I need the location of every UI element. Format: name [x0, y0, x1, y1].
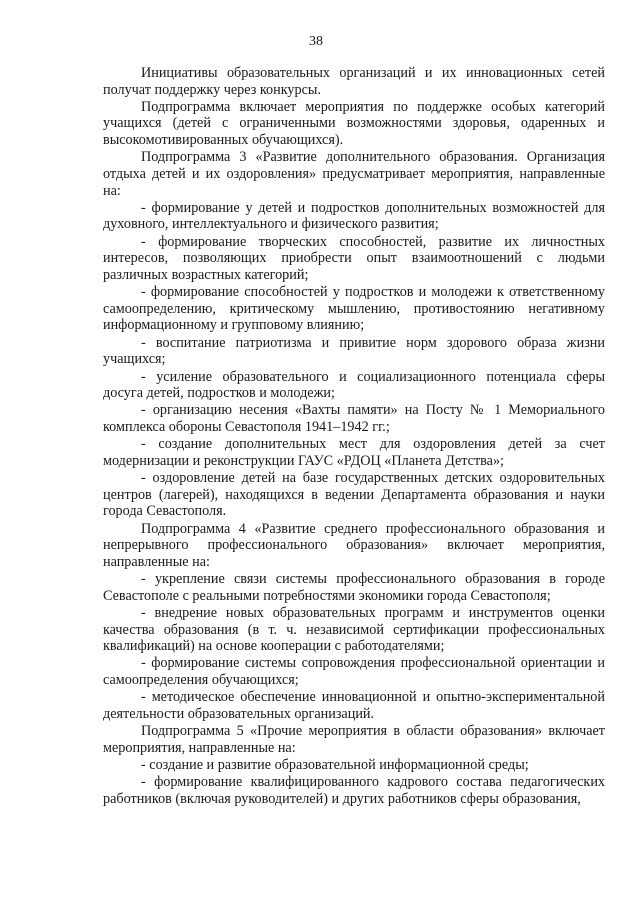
list-item: - формирование квалифицированного кадрового состава педагогических работников (включая руководителей) и других работников сферы образования,: [103, 774, 605, 807]
list-item: - методическое обеспечение инновационной и опытно-экспериментальной деятельности образовательных организаций.: [103, 689, 605, 722]
paragraph: Подпрограмма включает мероприятия по поддержке особых категорий учащихся (детей с ограниченными возможностями здоровья, одаренных и высокомотивированных обучающихся).: [103, 98, 605, 149]
paragraph: Подпрограмма 4 «Развитие среднего профессионального образования и непрерывного профессионального образования» включает мероприятия, направленные на:: [103, 520, 605, 570]
list-item: - укрепление связи системы профессионального образования в городе Севастополе с реальными потребностями экономики города Севастополя;: [103, 571, 605, 604]
list-item: - оздоровление детей на базе государственных детских оздоровительных центров (лагерей), находящихся в ведении Департамента образования и науки города Севастополя.: [103, 470, 605, 520]
list-item: - создание и развитие образовательной информационной среды;: [141, 757, 529, 774]
list-item: - формирование творческих способностей, развитие их личностных интересов, позволяющих приобрести опыт взаимоотношений с людьми различных возрастных категорий;: [103, 233, 605, 283]
list-item: - создание дополнительных мест для оздоровления детей за счет модернизации и реконструкции ГАУС «РДОЦ «Планета Детства»;: [103, 436, 605, 469]
list-item: - воспитание патриотизма и привитие норм здорового образа жизни учащихся;: [103, 334, 605, 368]
list-item: - организацию несения «Вахты памяти» на Посту № 1 Мемориального комплекса обороны Севастополя 1941–1942 гг.;: [103, 402, 605, 435]
list-item: - внедрение новых образовательных программ и инструментов оценки качества образования (в т. ч. независимой сертификации профессиональных квалификаций) на основе кооперации с работодателями;: [103, 604, 605, 655]
page-number: 38: [309, 34, 323, 49]
list-item: - формирование системы сопровождения профессиональной ориентации и самоопределения обучающихся;: [103, 655, 605, 688]
paragraph: Подпрограмма 5 «Прочие мероприятия в области образования» включает мероприятия, направленные на:: [103, 723, 605, 756]
list-item: - формирование у детей и подростков дополнительных возможностей для духовного, интеллектуального и физического развития;: [103, 199, 605, 233]
paragraph: Инициативы образовательных организаций и их инновационных сетей получат поддержку через конкурсы.: [103, 65, 605, 98]
list-item: - усиление образовательного и социализационного потенциала сферы досуга детей, подростков и молодежи;: [103, 368, 605, 402]
document-body: [103, 65, 605, 808]
list-item: - формирование способностей у подростков и молодежи к ответственному самоопределению, критическому мышлению, противостоянию негативному информационному и групповому влиянию;: [103, 284, 605, 334]
paragraph: Подпрограмма 3 «Развитие дополнительного образования. Организация отдыха детей и их оздоровления» предусматривает мероприятия, направленные на:: [103, 149, 605, 199]
